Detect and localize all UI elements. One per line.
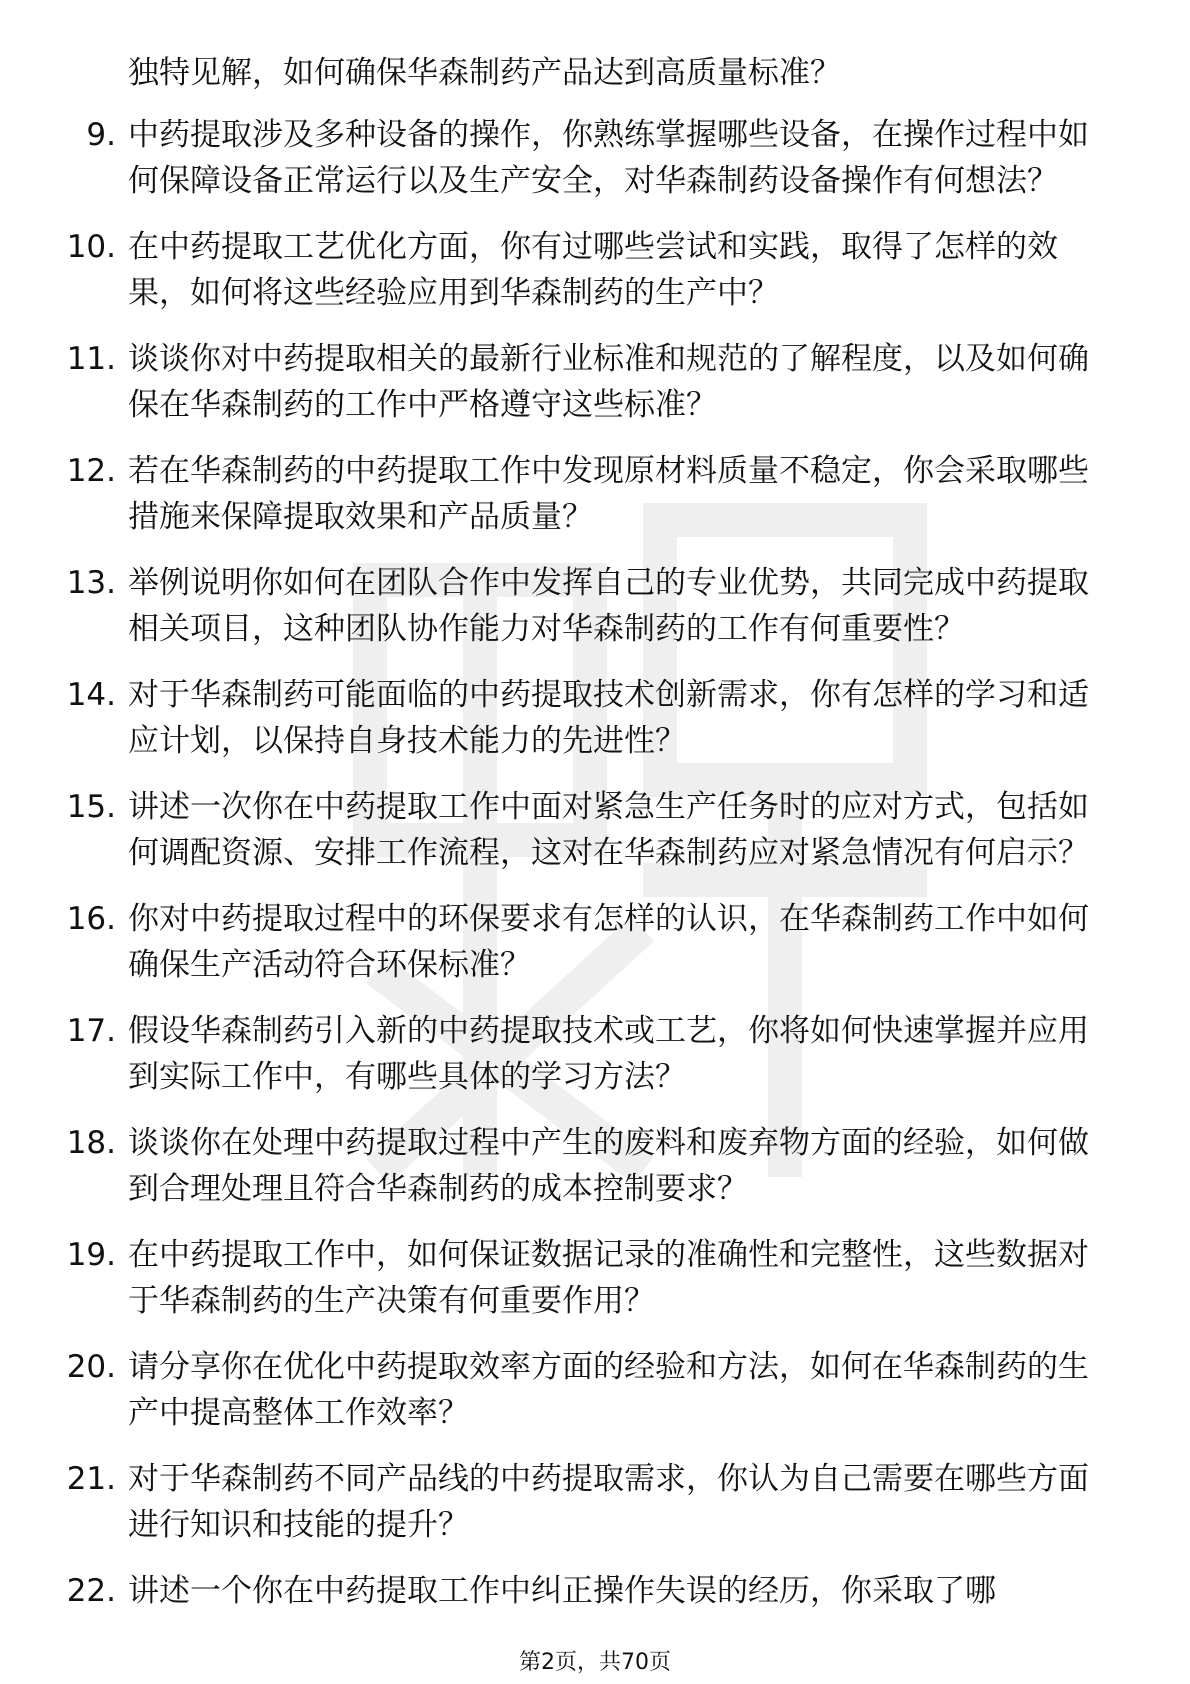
question-list bbox=[0, 112, 1190, 1634]
list-item bbox=[0, 1232, 1190, 1324]
list-item bbox=[0, 1344, 1190, 1436]
question-number: 21. bbox=[66, 1461, 116, 1497]
question-text: 讲述一个你在中药提取工作中纠正操作失误的经历，你采取了哪 bbox=[128, 1573, 996, 1609]
list-item bbox=[0, 1568, 1190, 1614]
question-number: 9. bbox=[86, 117, 116, 153]
question-text: 对于华森制药不同产品线的中药提取需求，你认为自己需要在哪些方面进行知识和技能的提升？ bbox=[128, 1461, 1089, 1543]
question-number: 10. bbox=[66, 229, 116, 265]
question-number: 19. bbox=[66, 1237, 116, 1273]
question-number: 20. bbox=[66, 1349, 116, 1385]
list-item bbox=[0, 1120, 1190, 1212]
question-text: 在中药提取工作中，如何保证数据记录的准确性和完整性，这些数据对于华森制药的生产决策有何重要作用？ bbox=[128, 1237, 1089, 1319]
question-number: 14. bbox=[66, 677, 116, 713]
question-number: 15. bbox=[66, 789, 116, 825]
question-text: 若在华森制药的中药提取工作中发现原材料质量不稳定，你会采取哪些措施来保障提取效果和产品质量？ bbox=[128, 453, 1089, 535]
list-item bbox=[0, 224, 1190, 316]
question-text: 中药提取涉及多种设备的操作，你熟练掌握哪些设备，在操作过程中如何保障设备正常运行以及生产安全，对华森制药设备操作有何想法？ bbox=[128, 117, 1089, 199]
list-item bbox=[0, 336, 1190, 428]
list-item bbox=[0, 1456, 1190, 1548]
question-text: 假设华森制药引入新的中药提取技术或工艺，你将如何快速掌握并应用到实际工作中，有哪些具体的学习方法？ bbox=[128, 1013, 1089, 1095]
question-text: 谈谈你对中药提取相关的最新行业标准和规范的了解程度，以及如何确保在华森制药的工作中严格遵守这些标准？ bbox=[128, 341, 1089, 423]
question-text: 你对中药提取过程中的环保要求有怎样的认识，在华森制药工作中如何确保生产活动符合环保标准？ bbox=[128, 901, 1089, 983]
question-text: 谈谈你在处理中药提取过程中产生的废料和废弃物方面的经验，如何做到合理处理且符合华森制药的成本控制要求？ bbox=[128, 1125, 1089, 1207]
question-text: 请分享你在优化中药提取效率方面的经验和方法，如何在华森制药的生产中提高整体工作效率？ bbox=[128, 1349, 1089, 1431]
question-text: 在中药提取工艺优化方面，你有过哪些尝试和实践，取得了怎样的效果，如何将这些经验应用到华森制药的生产中？ bbox=[128, 229, 1058, 311]
list-item bbox=[0, 112, 1190, 204]
question-number: 12. bbox=[66, 453, 116, 489]
list-item bbox=[0, 672, 1190, 764]
question-number: 16. bbox=[66, 901, 116, 937]
question-text: 讲述一次你在中药提取工作中面对紧急生产任务时的应对方式，包括如何调配资源、安排工作流程，这对在华森制药应对紧急情况有何启示？ bbox=[128, 789, 1089, 871]
continued-question-text: 独特见解，如何确保华森制药产品达到高质量标准？ bbox=[128, 55, 841, 91]
page-number-footer: 第2页，共70页 bbox=[519, 1650, 671, 1675]
list-item bbox=[0, 896, 1190, 988]
list-item bbox=[0, 1008, 1190, 1100]
question-number: 13. bbox=[66, 565, 116, 601]
question-number: 17. bbox=[66, 1013, 116, 1049]
question-number: 22. bbox=[66, 1573, 116, 1609]
question-number: 18. bbox=[66, 1125, 116, 1161]
list-item bbox=[0, 448, 1190, 540]
list-item bbox=[0, 560, 1190, 652]
question-number: 11. bbox=[66, 341, 116, 377]
question-text: 举例说明你如何在团队合作中发挥自己的专业优势，共同完成中药提取相关项目，这种团队协作能力对华森制药的工作有何重要性？ bbox=[128, 565, 1089, 647]
list-item bbox=[0, 784, 1190, 876]
question-text: 对于华森制药可能面临的中药提取技术创新需求，你有怎样的学习和适应计划，以保持自身技术能力的先进性？ bbox=[128, 677, 1089, 759]
